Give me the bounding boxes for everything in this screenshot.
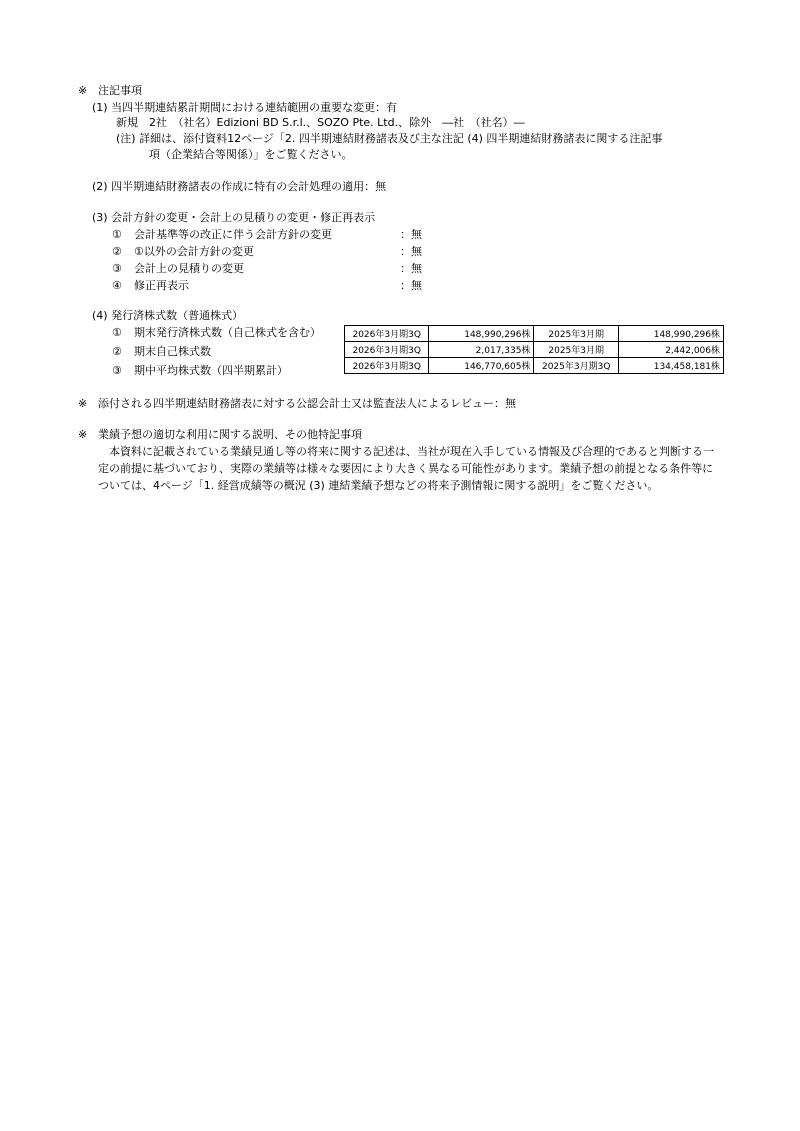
item3-row-label: 会計上の見積りの変更 <box>134 262 244 275</box>
item3-row-label: ①以外の会計方針の変更 <box>134 245 254 258</box>
item3-row-value: ：無 <box>400 245 422 258</box>
note-mark: ※ <box>78 84 88 97</box>
item4-row-num: ③ <box>112 364 122 377</box>
item3-row-num: ④ <box>112 279 122 292</box>
value-cell: 148,990,296株 <box>618 326 723 342</box>
value-cell: 148,990,296株 <box>429 326 534 342</box>
period-cell: 2026年3月期3Q <box>345 342 429 358</box>
item3-row-label: 会計基準等の改正に伴う会計方針の変更 <box>134 228 332 241</box>
period-cell: 2026年3月期3Q <box>345 358 429 374</box>
item4-row-label: 期末自己株式数 <box>134 345 211 358</box>
table-row <box>345 342 724 358</box>
value-cell: 134,458,181株 <box>618 358 723 374</box>
item3-row-value: ：無 <box>400 228 422 241</box>
item4-row-num: ② <box>112 345 122 358</box>
table-row <box>345 358 724 374</box>
item4-title: (4) 発行済株式数（普通株式） <box>92 309 244 322</box>
item3-row-label: 修正再表示 <box>134 279 189 292</box>
forecast-body: 本資料に記載されている業績見通し等の将来に関する記述は、当社が現在入手している情報及び合理的であると判断する一定の前提に基づいており、実際の業績等は様々な要因により大きく異なる可能性があります。業績予想の前提となる条件等については、4ページ「1. 経営成績等の概況 (3) 連結業績予想などの将来予測情報に関する説明」をご覧ください。 <box>98 445 714 492</box>
item3-row-num: ② <box>112 245 122 258</box>
period-cell: 2025年3月期 <box>534 342 618 358</box>
item3-title: (3) 会計方針の変更・会計上の見積りの変更・修正再表示 <box>92 211 376 224</box>
forecast-heading: 業績予想の適切な利用に関する説明、その他特記事項 <box>98 428 362 441</box>
forecast-mark: ※ <box>78 428 88 441</box>
shares-table <box>344 325 724 374</box>
notes-heading: 注記事項 <box>98 84 142 97</box>
period-cell: 2025年3月期 <box>534 326 618 342</box>
item4-row-label: 期末発行済株式数（自己株式を含む） <box>134 326 321 339</box>
review-text: 添付される四半期連結財務諸表に対する公認会計士又は監査法人によるレビュー：無 <box>98 397 516 410</box>
period-cell: 2026年3月期3Q <box>345 326 429 342</box>
item1-detail: 新規 2社 （社名）Edizioni BD S.r.l.、SOZO Pte. Ltd.、除外 ―社 （社名）― <box>116 116 525 129</box>
value-cell: 2,442,006株 <box>618 342 723 358</box>
item4-row-num: ① <box>112 326 122 339</box>
item3-row-num: ① <box>112 228 122 241</box>
value-cell: 146,770,605株 <box>429 358 534 374</box>
item1-title: (1) 当四半期連結累計期間における連結範囲の重要な変更：有 <box>92 101 398 114</box>
item4-row-label: 期中平均株式数（四半期累計） <box>134 364 288 377</box>
item1-note-line1: (注) 詳細は、添付資料12ページ「2. 四半期連結財務諸表及び主な注記 (4) 四半期連結財務諸表に関する注記事 <box>116 132 663 145</box>
item1-note-line2: 項（企業結合等関係）」をご覧ください。 <box>149 148 353 161</box>
table-row <box>345 326 724 342</box>
review-mark: ※ <box>78 397 88 410</box>
period-cell: 2025年3月期3Q <box>534 358 618 374</box>
item3-row-value: ：無 <box>400 262 422 275</box>
item3-row-num: ③ <box>112 262 122 275</box>
item3-row-value: ：無 <box>400 279 422 292</box>
value-cell: 2,017,335株 <box>429 342 534 358</box>
item2-title: (2) 四半期連結財務諸表の作成に特有の会計処理の適用：無 <box>92 180 387 193</box>
